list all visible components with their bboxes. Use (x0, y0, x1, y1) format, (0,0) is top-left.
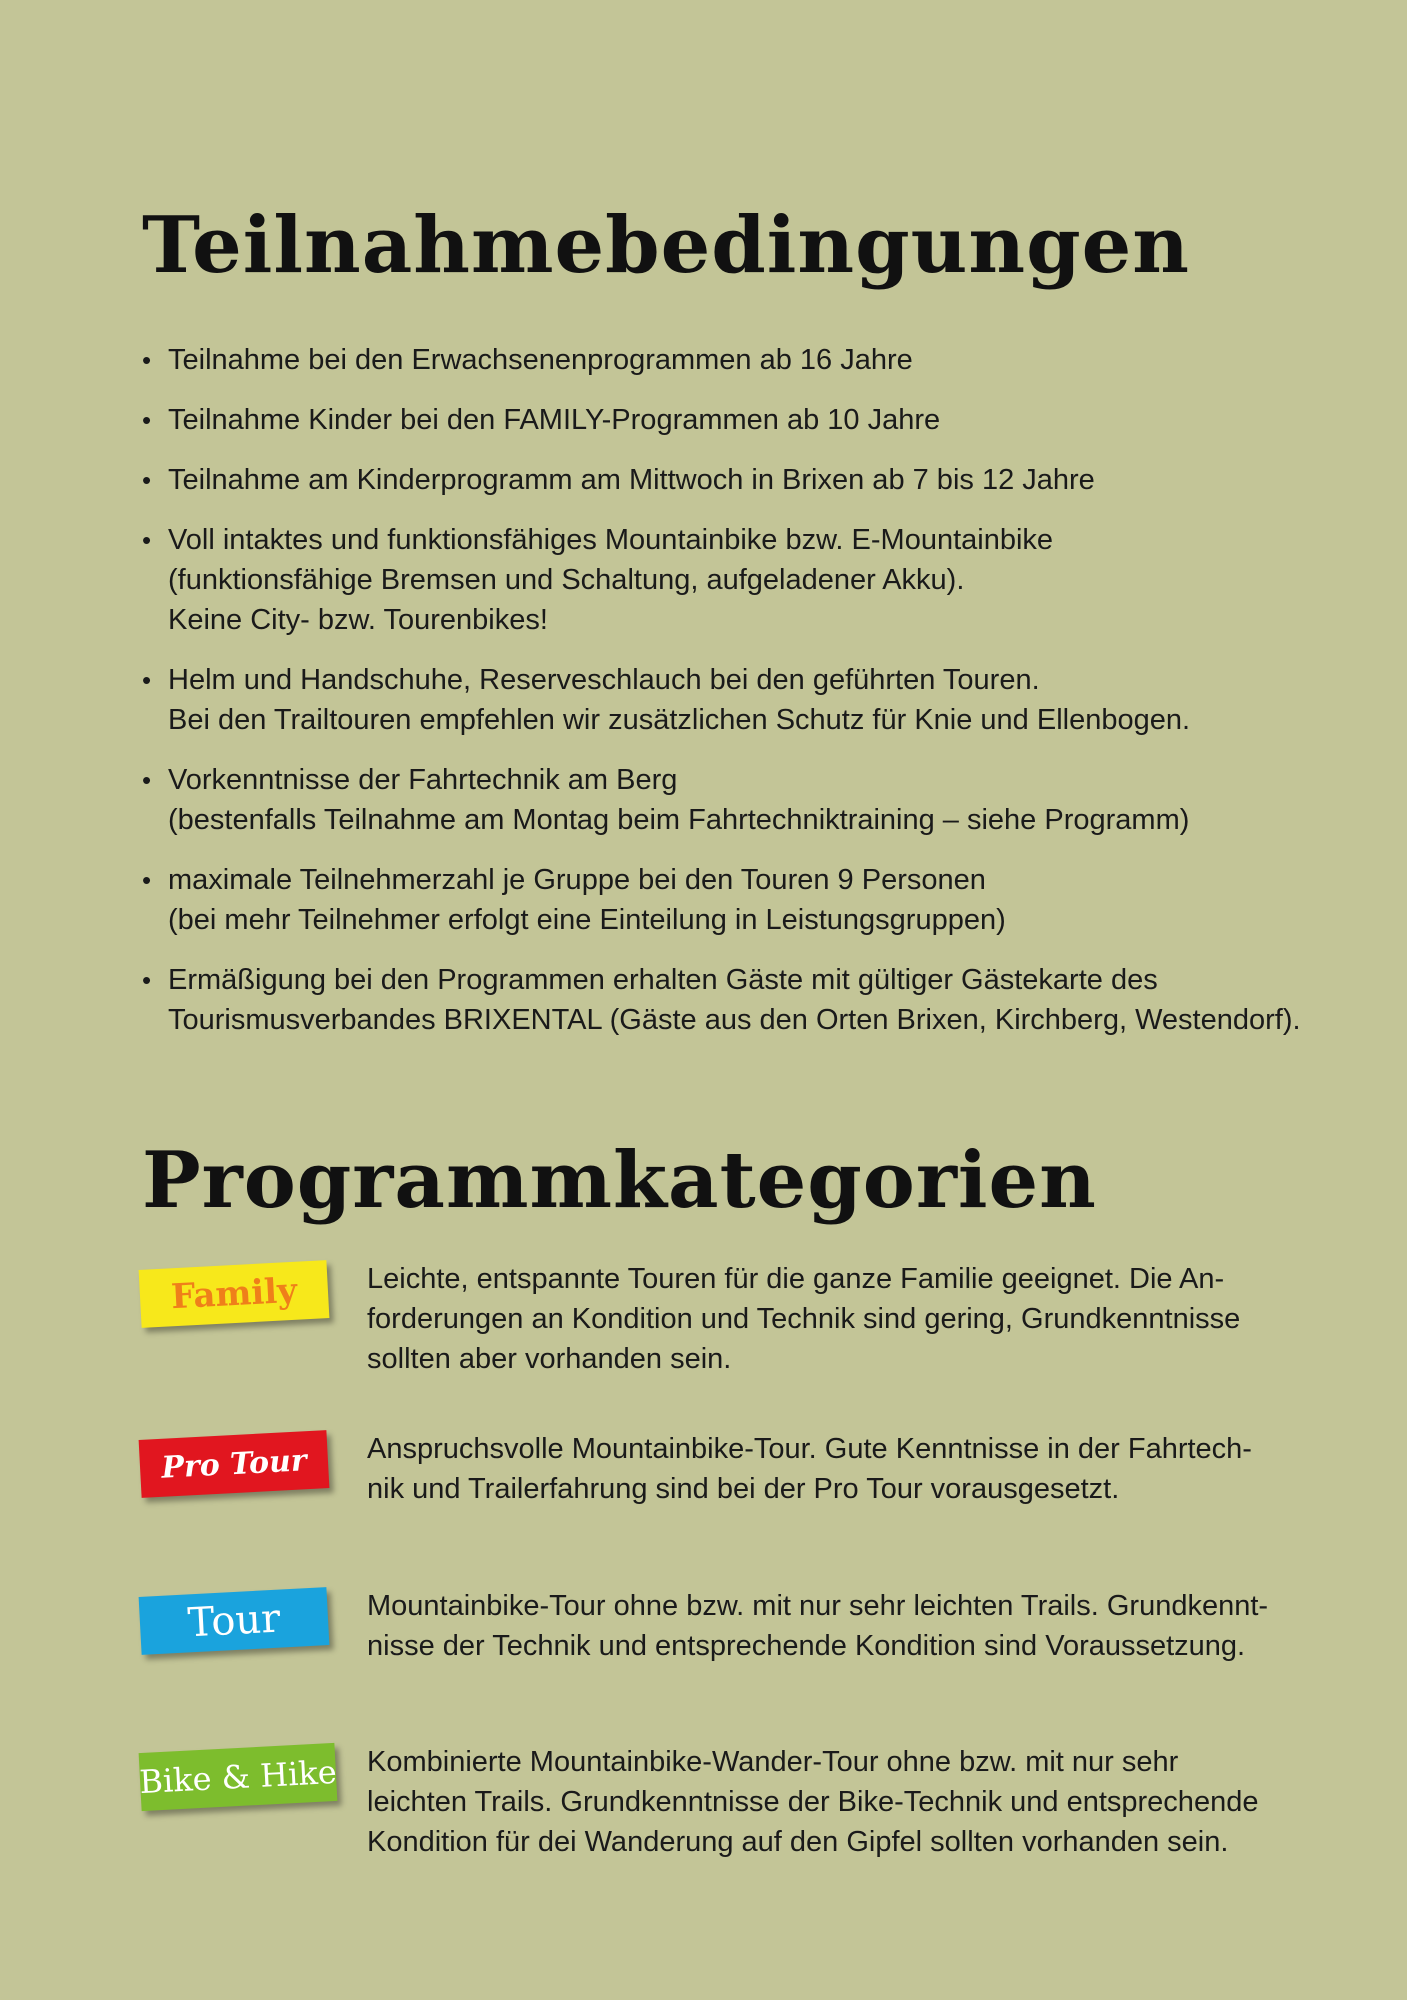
condition-line: (bei mehr Teilnehmer erfolgt eine Einteilung in Leistungsgruppen) (168, 904, 1006, 936)
condition-line: Voll intaktes und funktionsfähiges Mountainbike bzw. E-Mountainbike (168, 524, 1054, 556)
condition-item (142, 400, 1342, 440)
description-line: Leichte, entspannte Touren für die ganze Familie geeignet. Die An- (367, 1263, 1225, 1295)
description-line: Anspruchsvolle Mountainbike-Tour. Gute Kenntnisse in der Fahrtech- (367, 1433, 1252, 1465)
bullet-icon: • (142, 525, 152, 555)
categories-heading: Programmkategorien (142, 1135, 1097, 1226)
description-line: Kondition für dei Wanderung auf den Gipfel sollten vorhanden sein. (367, 1826, 1229, 1858)
condition-line: Helm und Handschuhe, Reserveschlauch bei den geführten Touren. (168, 664, 1040, 696)
bullet-icon: • (142, 345, 152, 375)
conditions-list (142, 340, 1342, 1060)
category-description (367, 1586, 1347, 1666)
description-line: forderungen an Kondition und Technik sind gering, Grundkenntnisse (367, 1303, 1241, 1335)
description-line: leichten Trails. Grundkenntnisse der Bike-Technik und entsprechende (367, 1786, 1259, 1818)
condition-line: Ermäßigung bei den Programmen erhalten Gäste mit gültiger Gästekarte des (168, 964, 1158, 996)
category-description (367, 1742, 1347, 1862)
condition-item (142, 520, 1342, 640)
category-description (367, 1259, 1347, 1379)
condition-line: Bei den Trailtouren empfehlen wir zusätzlichen Schutz für Knie und Ellenbogen. (168, 704, 1191, 736)
condition-line: maximale Teilnehmerzahl je Gruppe bei den Touren 9 Personen (168, 864, 986, 896)
condition-item (142, 460, 1342, 500)
condition-item (142, 660, 1342, 740)
condition-line: Vorkenntnisse der Fahrtechnik am Berg (168, 764, 678, 796)
description-line: nik und Trailerfahrung sind bei der Pro Tour vorausgesetzt. (367, 1473, 1120, 1505)
condition-item (142, 960, 1342, 1040)
bullet-icon: • (142, 965, 152, 995)
condition-line: Teilnahme Kinder bei den FAMILY-Programmen ab 10 Jahre (168, 404, 941, 436)
description-line: Kombinierte Mountainbike-Wander-Tour ohne bzw. mit nur sehr (367, 1746, 1179, 1778)
family-badge: Family (139, 1260, 330, 1328)
bullet-icon: • (142, 405, 152, 435)
condition-line: Teilnahme am Kinderprogramm am Mittwoch in Brixen ab 7 bis 12 Jahre (168, 464, 1095, 496)
bike-hike-badge: Bike & Hike (139, 1743, 338, 1811)
bullet-icon: • (142, 865, 152, 895)
bullet-icon: • (142, 765, 152, 795)
bullet-icon: • (142, 665, 152, 695)
condition-line: Tourismusverbandes BRIXENTAL (Gäste aus den Orten Brixen, Kirchberg, Westendorf). (168, 1004, 1301, 1036)
description-line: sollten aber vorhanden sein. (367, 1343, 732, 1375)
description-line: nisse der Technik und entsprechende Kondition sind Voraussetzung. (367, 1630, 1246, 1662)
condition-line: Teilnahme bei den Erwachsenenprogrammen ab 16 Jahre (168, 344, 913, 376)
bullet-icon: • (142, 465, 152, 495)
category-description (367, 1429, 1347, 1509)
condition-item (142, 340, 1342, 380)
condition-item (142, 760, 1342, 840)
condition-line: (bestenfalls Teilnahme am Montag beim Fahrtechniktraining – siehe Programm) (168, 804, 1190, 836)
pro-tour-badge: Pro Tour (139, 1430, 330, 1498)
condition-item (142, 860, 1342, 940)
conditions-heading: Teilnahmebedingungen (142, 200, 1190, 291)
tour-badge: Tour (139, 1587, 330, 1655)
condition-line: Keine City- bzw. Tourenbikes! (168, 604, 548, 636)
condition-line: (funktionsfähige Bremsen und Schaltung, aufgeladener Akku). (168, 564, 965, 596)
description-line: Mountainbike-Tour ohne bzw. mit nur sehr leichten Trails. Grundkennt- (367, 1590, 1269, 1622)
